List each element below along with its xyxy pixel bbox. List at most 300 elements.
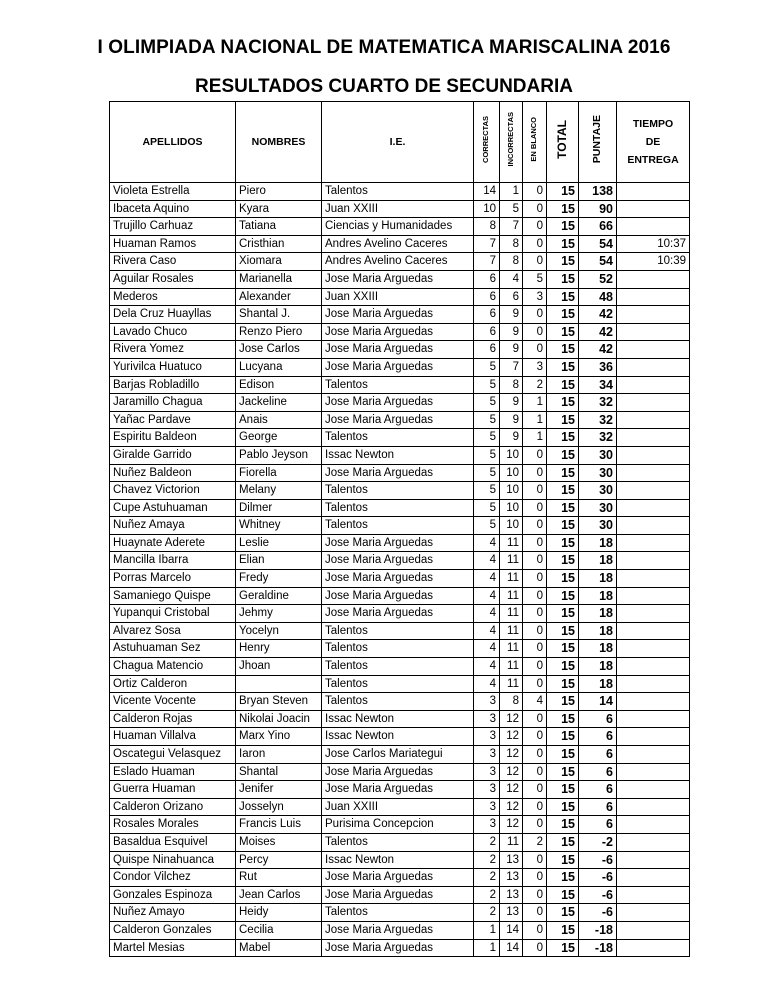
cell-puntaje: -6 [579, 904, 617, 922]
cell-total: 15 [547, 394, 579, 412]
cell-total: 15 [547, 358, 579, 376]
cell-total: 15 [547, 587, 579, 605]
cell-nombres: Percy [236, 851, 322, 869]
cell-en-blanco: 0 [523, 218, 547, 236]
cell-incorrectas: 11 [500, 552, 523, 570]
cell-incorrectas: 8 [500, 693, 523, 711]
cell-correctas: 2 [474, 886, 500, 904]
cell-correctas: 5 [474, 358, 500, 376]
table-row [110, 464, 690, 482]
cell-tiempo: 10:39 [617, 253, 690, 271]
cell-correctas: 6 [474, 288, 500, 306]
cell-en-blanco: 0 [523, 482, 547, 500]
cell-total: 15 [547, 183, 579, 201]
cell-puntaje: -2 [579, 833, 617, 851]
cell-puntaje: 18 [579, 605, 617, 623]
cell-correctas: 4 [474, 552, 500, 570]
cell-ie: Purisima Concepcion [322, 816, 474, 834]
cell-tiempo [617, 833, 690, 851]
cell-total: 15 [547, 781, 579, 799]
cell-nombres: Jose Carlos [236, 341, 322, 359]
cell-ie: Jose Maria Arguedas [322, 394, 474, 412]
table-row [110, 218, 690, 236]
cell-puntaje: 18 [579, 570, 617, 588]
cell-tiempo [617, 693, 690, 711]
cell-total: 15 [547, 341, 579, 359]
cell-en-blanco: 5 [523, 270, 547, 288]
cell-tiempo [617, 552, 690, 570]
cell-en-blanco: 2 [523, 376, 547, 394]
table-header-row [110, 102, 690, 183]
cell-puntaje: 6 [579, 798, 617, 816]
cell-nombres: Tatiana [236, 218, 322, 236]
cell-nombres: Jehmy [236, 605, 322, 623]
cell-total: 15 [547, 710, 579, 728]
cell-puntaje: -18 [579, 921, 617, 939]
table-row [110, 570, 690, 588]
header-puntaje-label: PUNTAJE [591, 115, 604, 164]
cell-incorrectas: 11 [500, 534, 523, 552]
table-row [110, 728, 690, 746]
cell-incorrectas: 14 [500, 939, 523, 957]
header-en-blanco [523, 102, 547, 183]
cell-nombres: Cristhian [236, 235, 322, 253]
cell-apellidos: Eslado Huaman [110, 763, 236, 781]
cell-en-blanco: 0 [523, 517, 547, 535]
table-row [110, 446, 690, 464]
cell-correctas: 4 [474, 605, 500, 623]
cell-tiempo [617, 517, 690, 535]
table-row [110, 411, 690, 429]
cell-nombres: Marx Yino [236, 728, 322, 746]
cell-puntaje: 138 [579, 183, 617, 201]
cell-tiempo [617, 270, 690, 288]
cell-puntaje: 6 [579, 728, 617, 746]
cell-ie: Issac Newton [322, 851, 474, 869]
cell-total: 15 [547, 446, 579, 464]
cell-correctas: 4 [474, 622, 500, 640]
cell-total: 15 [547, 534, 579, 552]
cell-tiempo [617, 710, 690, 728]
cell-correctas: 3 [474, 728, 500, 746]
cell-ie: Jose Maria Arguedas [322, 534, 474, 552]
table-row [110, 781, 690, 799]
cell-puntaje: 48 [579, 288, 617, 306]
cell-total: 15 [547, 482, 579, 500]
page-title: I OLIMPIADA NACIONAL DE MATEMATICA MARISCALINA 2016 [97, 37, 671, 58]
cell-total: 15 [547, 640, 579, 658]
table-row [110, 587, 690, 605]
cell-tiempo [617, 411, 690, 429]
cell-incorrectas: 10 [500, 446, 523, 464]
cell-total: 15 [547, 306, 579, 324]
cell-apellidos: Rivera Yomez [110, 341, 236, 359]
cell-correctas: 5 [474, 499, 500, 517]
cell-ie: Jose Carlos Mariategui [322, 746, 474, 764]
cell-nombres: Renzo Piero [236, 323, 322, 341]
cell-en-blanco: 0 [523, 587, 547, 605]
cell-total: 15 [547, 693, 579, 711]
cell-ie: Juan XXIII [322, 288, 474, 306]
cell-en-blanco: 0 [523, 798, 547, 816]
cell-incorrectas: 11 [500, 570, 523, 588]
cell-total: 15 [547, 218, 579, 236]
cell-ie: Talentos [322, 482, 474, 500]
cell-total: 15 [547, 288, 579, 306]
cell-puntaje: 18 [579, 640, 617, 658]
cell-ie: Talentos [322, 429, 474, 447]
cell-total: 15 [547, 658, 579, 676]
cell-total: 15 [547, 833, 579, 851]
cell-tiempo [617, 728, 690, 746]
cell-correctas: 5 [474, 411, 500, 429]
cell-ie: Talentos [322, 833, 474, 851]
cell-total: 15 [547, 323, 579, 341]
cell-total: 15 [547, 798, 579, 816]
cell-total: 15 [547, 869, 579, 887]
cell-ie: Jose Maria Arguedas [322, 341, 474, 359]
cell-apellidos: Lavado Chuco [110, 323, 236, 341]
cell-correctas: 3 [474, 746, 500, 764]
cell-en-blanco: 0 [523, 183, 547, 201]
cell-ie: Talentos [322, 376, 474, 394]
cell-en-blanco: 1 [523, 429, 547, 447]
cell-en-blanco: 1 [523, 394, 547, 412]
header-incorrectas-label: INCORRECTAS [505, 111, 515, 167]
cell-nombres: Nikolai Joacin [236, 710, 322, 728]
cell-incorrectas: 11 [500, 622, 523, 640]
table-row [110, 605, 690, 623]
cell-correctas: 7 [474, 235, 500, 253]
cell-en-blanco: 0 [523, 746, 547, 764]
cell-ie: Issac Newton [322, 446, 474, 464]
cell-incorrectas: 12 [500, 710, 523, 728]
cell-nombres: Rut [236, 869, 322, 887]
cell-nombres: Geraldine [236, 587, 322, 605]
cell-incorrectas: 8 [500, 376, 523, 394]
page-subtitle: RESULTADOS CUARTO DE SECUNDARIA [195, 76, 573, 97]
table-row [110, 534, 690, 552]
cell-ie: Jose Maria Arguedas [322, 869, 474, 887]
cell-correctas: 2 [474, 904, 500, 922]
table-row [110, 517, 690, 535]
table-row [110, 851, 690, 869]
cell-ie: Jose Maria Arguedas [322, 323, 474, 341]
cell-ie: Jose Maria Arguedas [322, 270, 474, 288]
cell-en-blanco: 3 [523, 358, 547, 376]
cell-correctas: 1 [474, 939, 500, 957]
cell-puntaje: 18 [579, 587, 617, 605]
cell-incorrectas: 9 [500, 323, 523, 341]
cell-total: 15 [547, 200, 579, 218]
cell-ie: Talentos [322, 693, 474, 711]
cell-tiempo [617, 200, 690, 218]
cell-incorrectas: 11 [500, 587, 523, 605]
cell-correctas: 3 [474, 710, 500, 728]
table-row [110, 499, 690, 517]
table-row [110, 833, 690, 851]
cell-en-blanco: 0 [523, 552, 547, 570]
cell-apellidos: Ortiz Calderon [110, 675, 236, 693]
cell-incorrectas: 5 [500, 200, 523, 218]
cell-incorrectas: 12 [500, 798, 523, 816]
cell-en-blanco: 0 [523, 446, 547, 464]
cell-ie: Andres Avelino Caceres [322, 235, 474, 253]
table-row [110, 288, 690, 306]
cell-tiempo [617, 464, 690, 482]
cell-correctas: 8 [474, 218, 500, 236]
cell-apellidos: Calderon Orizano [110, 798, 236, 816]
cell-incorrectas: 1 [500, 183, 523, 201]
cell-correctas: 14 [474, 183, 500, 201]
cell-total: 15 [547, 886, 579, 904]
cell-puntaje: 18 [579, 622, 617, 640]
cell-puntaje: 54 [579, 235, 617, 253]
cell-en-blanco: 0 [523, 869, 547, 887]
cell-correctas: 4 [474, 640, 500, 658]
cell-nombres: Shantal J. [236, 306, 322, 324]
cell-en-blanco: 0 [523, 781, 547, 799]
cell-incorrectas: 10 [500, 482, 523, 500]
cell-nombres: Xiomara [236, 253, 322, 271]
table-row [110, 270, 690, 288]
cell-ie: Jose Maria Arguedas [322, 411, 474, 429]
cell-total: 15 [547, 552, 579, 570]
cell-ie: Jose Maria Arguedas [322, 781, 474, 799]
table-row [110, 658, 690, 676]
cell-incorrectas: 9 [500, 306, 523, 324]
cell-nombres: Josselyn [236, 798, 322, 816]
cell-puntaje: 6 [579, 781, 617, 799]
cell-total: 15 [547, 746, 579, 764]
cell-ie: Jose Maria Arguedas [322, 605, 474, 623]
cell-tiempo [617, 939, 690, 957]
cell-ie: Jose Maria Arguedas [322, 306, 474, 324]
header-en-blanco-label: EN BLANCO [529, 116, 539, 162]
cell-en-blanco: 2 [523, 833, 547, 851]
header-tiempo [617, 102, 690, 183]
cell-nombres: Lucyana [236, 358, 322, 376]
cell-en-blanco: 0 [523, 253, 547, 271]
cell-en-blanco: 0 [523, 728, 547, 746]
cell-puntaje: -6 [579, 869, 617, 887]
cell-tiempo [617, 746, 690, 764]
cell-nombres: Jenifer [236, 781, 322, 799]
cell-apellidos: Mederos [110, 288, 236, 306]
cell-incorrectas: 12 [500, 763, 523, 781]
cell-apellidos: Porras Marcelo [110, 570, 236, 588]
cell-apellidos: Calderon Gonzales [110, 921, 236, 939]
cell-tiempo [617, 394, 690, 412]
cell-apellidos: Calderon Rojas [110, 710, 236, 728]
cell-puntaje: 6 [579, 763, 617, 781]
cell-nombres: George [236, 429, 322, 447]
cell-tiempo [617, 640, 690, 658]
table-row [110, 253, 690, 271]
cell-correctas: 5 [474, 464, 500, 482]
cell-incorrectas: 13 [500, 886, 523, 904]
cell-puntaje: 14 [579, 693, 617, 711]
cell-total: 15 [547, 376, 579, 394]
cell-apellidos: Samaniego Quispe [110, 587, 236, 605]
table-row [110, 341, 690, 359]
cell-apellidos: Mancilla Ibarra [110, 552, 236, 570]
cell-puntaje: 18 [579, 675, 617, 693]
cell-nombres: Kyara [236, 200, 322, 218]
cell-apellidos: Guerra Huaman [110, 781, 236, 799]
cell-apellidos: Oscategui Velasquez [110, 746, 236, 764]
cell-ie: Ciencias y Humanidades [322, 218, 474, 236]
cell-tiempo [617, 851, 690, 869]
cell-total: 15 [547, 499, 579, 517]
cell-ie: Jose Maria Arguedas [322, 886, 474, 904]
cell-ie: Talentos [322, 183, 474, 201]
cell-ie: Juan XXIII [322, 798, 474, 816]
cell-tiempo [617, 605, 690, 623]
header-nombres: NOMBRES [236, 102, 322, 183]
cell-apellidos: Yañac Pardave [110, 411, 236, 429]
cell-puntaje: 30 [579, 499, 617, 517]
results-table [109, 101, 690, 957]
cell-en-blanco: 0 [523, 640, 547, 658]
cell-nombres: Fredy [236, 570, 322, 588]
cell-en-blanco: 0 [523, 464, 547, 482]
cell-apellidos: Nuñez Amaya [110, 517, 236, 535]
cell-apellidos: Martel Mesias [110, 939, 236, 957]
cell-ie: Issac Newton [322, 710, 474, 728]
cell-nombres: Jean Carlos [236, 886, 322, 904]
cell-tiempo [617, 482, 690, 500]
cell-nombres: Iaron [236, 746, 322, 764]
cell-puntaje: 30 [579, 446, 617, 464]
cell-en-blanco: 1 [523, 411, 547, 429]
cell-puntaje: 42 [579, 341, 617, 359]
cell-en-blanco: 0 [523, 658, 547, 676]
cell-correctas: 10 [474, 200, 500, 218]
cell-tiempo [617, 446, 690, 464]
cell-puntaje: 90 [579, 200, 617, 218]
cell-tiempo: 10:37 [617, 235, 690, 253]
cell-puntaje: 6 [579, 710, 617, 728]
table-row [110, 904, 690, 922]
cell-apellidos: Gonzales Espinoza [110, 886, 236, 904]
table-row [110, 710, 690, 728]
cell-en-blanco: 0 [523, 323, 547, 341]
cell-en-blanco: 0 [523, 499, 547, 517]
cell-nombres: Bryan Steven [236, 693, 322, 711]
cell-en-blanco: 0 [523, 200, 547, 218]
cell-tiempo [617, 816, 690, 834]
cell-apellidos: Aguilar Rosales [110, 270, 236, 288]
cell-en-blanco: 0 [523, 675, 547, 693]
cell-correctas: 3 [474, 781, 500, 799]
cell-ie: Andres Avelino Caceres [322, 253, 474, 271]
cell-tiempo [617, 570, 690, 588]
cell-puntaje: 32 [579, 429, 617, 447]
cell-en-blanco: 0 [523, 570, 547, 588]
cell-apellidos: Chavez Victorion [110, 482, 236, 500]
cell-en-blanco: 0 [523, 341, 547, 359]
cell-en-blanco: 0 [523, 710, 547, 728]
cell-nombres: Yocelyn [236, 622, 322, 640]
cell-apellidos: Chagua Matencio [110, 658, 236, 676]
cell-puntaje: 6 [579, 746, 617, 764]
cell-puntaje: 42 [579, 323, 617, 341]
cell-tiempo [617, 763, 690, 781]
table-row [110, 693, 690, 711]
table-row [110, 675, 690, 693]
cell-ie: Jose Maria Arguedas [322, 939, 474, 957]
cell-nombres: Shantal [236, 763, 322, 781]
table-row [110, 746, 690, 764]
cell-nombres: Jackeline [236, 394, 322, 412]
cell-nombres: Moises [236, 833, 322, 851]
cell-total: 15 [547, 253, 579, 271]
cell-apellidos: Cupe Astuhuaman [110, 499, 236, 517]
cell-tiempo [617, 306, 690, 324]
cell-puntaje: 18 [579, 552, 617, 570]
cell-incorrectas: 12 [500, 728, 523, 746]
cell-apellidos: Nuñez Amayo [110, 904, 236, 922]
cell-incorrectas: 9 [500, 411, 523, 429]
cell-puntaje: 32 [579, 411, 617, 429]
cell-incorrectas: 11 [500, 605, 523, 623]
header-correctas-label: CORRECTAS [481, 115, 491, 163]
cell-ie: Jose Maria Arguedas [322, 570, 474, 588]
header-total [547, 102, 579, 183]
cell-puntaje: 18 [579, 658, 617, 676]
cell-apellidos: Rivera Caso [110, 253, 236, 271]
cell-incorrectas: 9 [500, 394, 523, 412]
cell-tiempo [617, 534, 690, 552]
cell-correctas: 6 [474, 323, 500, 341]
cell-incorrectas: 9 [500, 429, 523, 447]
table-row [110, 358, 690, 376]
table-row [110, 306, 690, 324]
header-tiempo-line3: ENTREGA [627, 154, 679, 166]
table-body [110, 183, 690, 957]
cell-ie: Talentos [322, 622, 474, 640]
header-tiempo-line2: DE [645, 136, 661, 148]
cell-tiempo [617, 218, 690, 236]
cell-en-blanco: 0 [523, 816, 547, 834]
cell-total: 15 [547, 270, 579, 288]
table-row [110, 816, 690, 834]
cell-total: 15 [547, 570, 579, 588]
cell-puntaje: 36 [579, 358, 617, 376]
cell-ie: Jose Maria Arguedas [322, 552, 474, 570]
cell-correctas: 3 [474, 798, 500, 816]
cell-incorrectas: 13 [500, 851, 523, 869]
cell-tiempo [617, 499, 690, 517]
cell-incorrectas: 6 [500, 288, 523, 306]
cell-correctas: 7 [474, 253, 500, 271]
cell-tiempo [617, 429, 690, 447]
cell-ie: Issac Newton [322, 728, 474, 746]
cell-total: 15 [547, 816, 579, 834]
cell-apellidos: Condor Vilchez [110, 869, 236, 887]
cell-apellidos: Huaman Ramos [110, 235, 236, 253]
cell-nombres: Jhoan [236, 658, 322, 676]
cell-total: 15 [547, 622, 579, 640]
cell-apellidos: Nuñez Baldeon [110, 464, 236, 482]
cell-incorrectas: 9 [500, 341, 523, 359]
cell-nombres: Whitney [236, 517, 322, 535]
table-row [110, 394, 690, 412]
cell-nombres: Mabel [236, 939, 322, 957]
table-row [110, 235, 690, 253]
table-row [110, 323, 690, 341]
